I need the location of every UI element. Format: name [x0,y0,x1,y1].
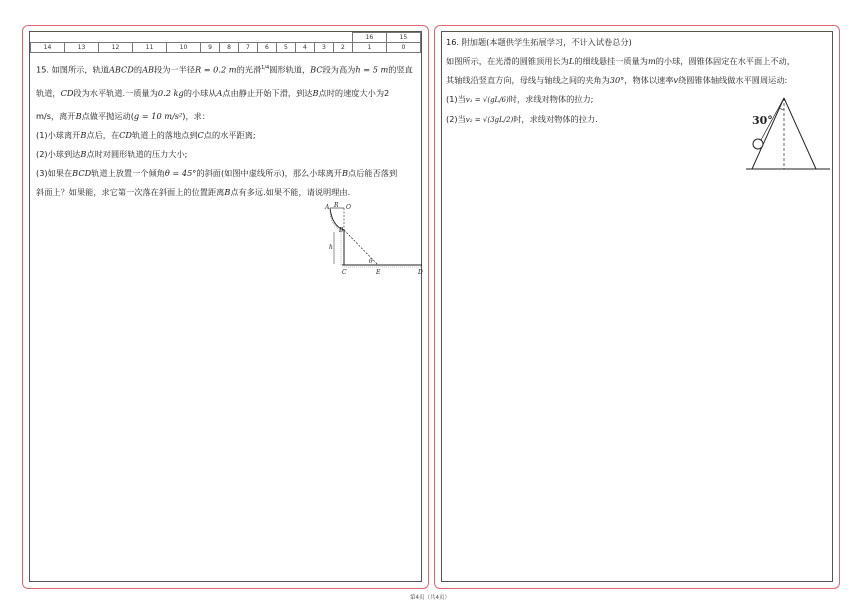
text: 轨道上的落地点到 [132,129,198,140]
score-cell[interactable]: 15 [386,33,420,43]
math: ABCD [108,64,134,75]
text: 15. 如图所示，轨道 [36,64,109,75]
text: 点后能否落到 [348,167,398,178]
q15-sub-3 [36,164,413,183]
left-answer-panel [22,25,429,589]
math: R = 0.2 m [194,64,237,75]
label-O: O [346,204,351,211]
text: 轨道上放置一个倾角 [91,167,165,178]
q15-sub-1 [36,126,413,145]
text: 如图所示，在光滑的圆锥顶用长为 [446,56,569,66]
q16-line-1 [446,52,795,71]
math: m [647,56,656,66]
score-cell[interactable]: 10 [167,43,201,53]
text: 的光滑 [236,64,262,75]
right-answer-frame [441,31,833,582]
text: 点后，在 [86,129,120,140]
score-table-top-row [31,33,421,43]
text: (2)小球到达 [36,148,81,159]
math: B [75,110,82,121]
math: BC [310,64,323,75]
ball [753,139,763,149]
q16-cone-figure [742,92,834,174]
score-cell[interactable]: 9 [201,43,220,53]
score-cell[interactable]: 1 [352,43,386,53]
score-cell[interactable]: 4 [295,43,314,53]
cone-left-edge [752,98,784,169]
text: 时，求线对物体的拉力. [513,114,598,124]
right-answer-panel [434,25,840,589]
text: 段为水平轨道.一质量为 [73,87,158,98]
label-B: B [339,227,344,234]
text: 点的水平距离; [203,129,256,140]
angle-arc [779,108,784,109]
text: ，物体以速率 [624,75,674,85]
q15-sub-3-cont [36,183,413,202]
score-cell[interactable]: 5 [276,43,295,53]
score-cell[interactable]: 7 [238,43,257,53]
text: (1)当 [446,94,466,104]
math: AB [142,64,154,75]
fraction: 1/4 [261,65,270,71]
text: 的斜面(如图中虚线所示)，那么小球离开 [196,167,342,178]
math: B [312,87,319,98]
text: 点由静止开始下滑，到达 [222,87,313,98]
math: θ = 45° [164,167,197,178]
label-D: D [418,269,423,276]
math: 30° [609,75,625,85]
text: 的细线悬挂一质量为 [574,56,648,66]
page-footer: 第4页（共4页） [410,595,450,601]
incline-dashed [344,230,378,265]
label-E: E [376,269,381,276]
angle-label: 30° [752,114,773,127]
score-table-bottom-row [31,43,421,53]
score-table-spacer [31,33,353,43]
text: 其轴线沿竖直方向，母线与轴线之间的夹角为 [446,75,610,85]
math: B [341,167,348,178]
text: 点做平抛运动( [81,110,134,121]
text: 绕圆锥体轴线做水平圆周运动: [678,75,788,85]
left-answer-frame [29,31,422,582]
text: 点时的速度大小为2 [318,87,390,98]
label-h: h [329,244,333,251]
text: (3)如果在 [36,167,73,178]
math: 0.2 kg [157,87,184,98]
text: 的 [133,64,143,75]
score-cell[interactable]: 14 [31,43,65,53]
score-table [30,32,421,53]
text: )，求： [182,110,211,121]
math: v₁ = √(gL/6) [465,96,509,104]
text: 点时对圆形轨道的压力大小; [86,148,188,159]
math: CD [60,87,74,98]
math: B [80,148,87,159]
q15-sub-2 [36,145,413,164]
text: (1)小球离开 [36,129,81,140]
math: BCD [72,167,92,178]
q15-line-3 [36,107,413,126]
question-15 [36,59,413,202]
text: 轨道， [36,87,61,98]
score-cell[interactable]: 6 [257,43,276,53]
text: 段为一半径 [154,64,195,75]
math: B [224,186,231,197]
text: 的小球，圆锥体固定在水平面上不动， [655,56,795,66]
score-cell[interactable]: 0 [386,43,420,53]
score-cell[interactable]: 3 [314,43,333,53]
cone-right-edge [784,98,816,169]
label-R: R [334,202,339,209]
text: 圆形轨道， [269,64,311,75]
q15-line-1 [36,59,413,80]
score-cell[interactable]: 16 [352,33,386,43]
math: A [216,87,223,98]
text: 时，求线对物体的拉力; [508,94,594,104]
q15-track-figure [312,202,424,276]
text: 的竖直 [388,64,413,75]
math: B [80,129,87,140]
math: h = 5 m [355,64,389,75]
label-C: C [342,269,347,276]
math: L [568,56,575,66]
score-cell[interactable]: 8 [219,43,238,53]
score-cell[interactable]: 2 [333,43,352,53]
math: g = 10 m/s² [133,110,183,121]
label-theta: θ [369,258,373,265]
text: m/s，离开 [36,110,76,121]
score-cell[interactable]: 13 [65,43,99,53]
math: C [197,129,204,140]
q16-title: 16. 附加题(本题供学生拓展学习，不计入试卷总分) [446,37,632,47]
math: v [673,75,679,85]
text: (2)当 [446,114,466,124]
math: CD [119,129,132,140]
label-A: A [325,204,330,211]
score-cell[interactable]: 12 [99,43,133,53]
q15-line-2 [36,84,413,103]
score-cell[interactable]: 11 [133,43,167,53]
text: 段为高为 [322,64,356,75]
text: 点有多远.如果不能，请说明理由. [230,186,351,197]
math: v₂ = √(3gL/2) [465,116,514,124]
q16-line-2 [446,71,795,90]
text: 斜面上？如果能，求它第一次落在斜面上的位置距离 [36,186,225,197]
text: 的小球从 [183,87,217,98]
